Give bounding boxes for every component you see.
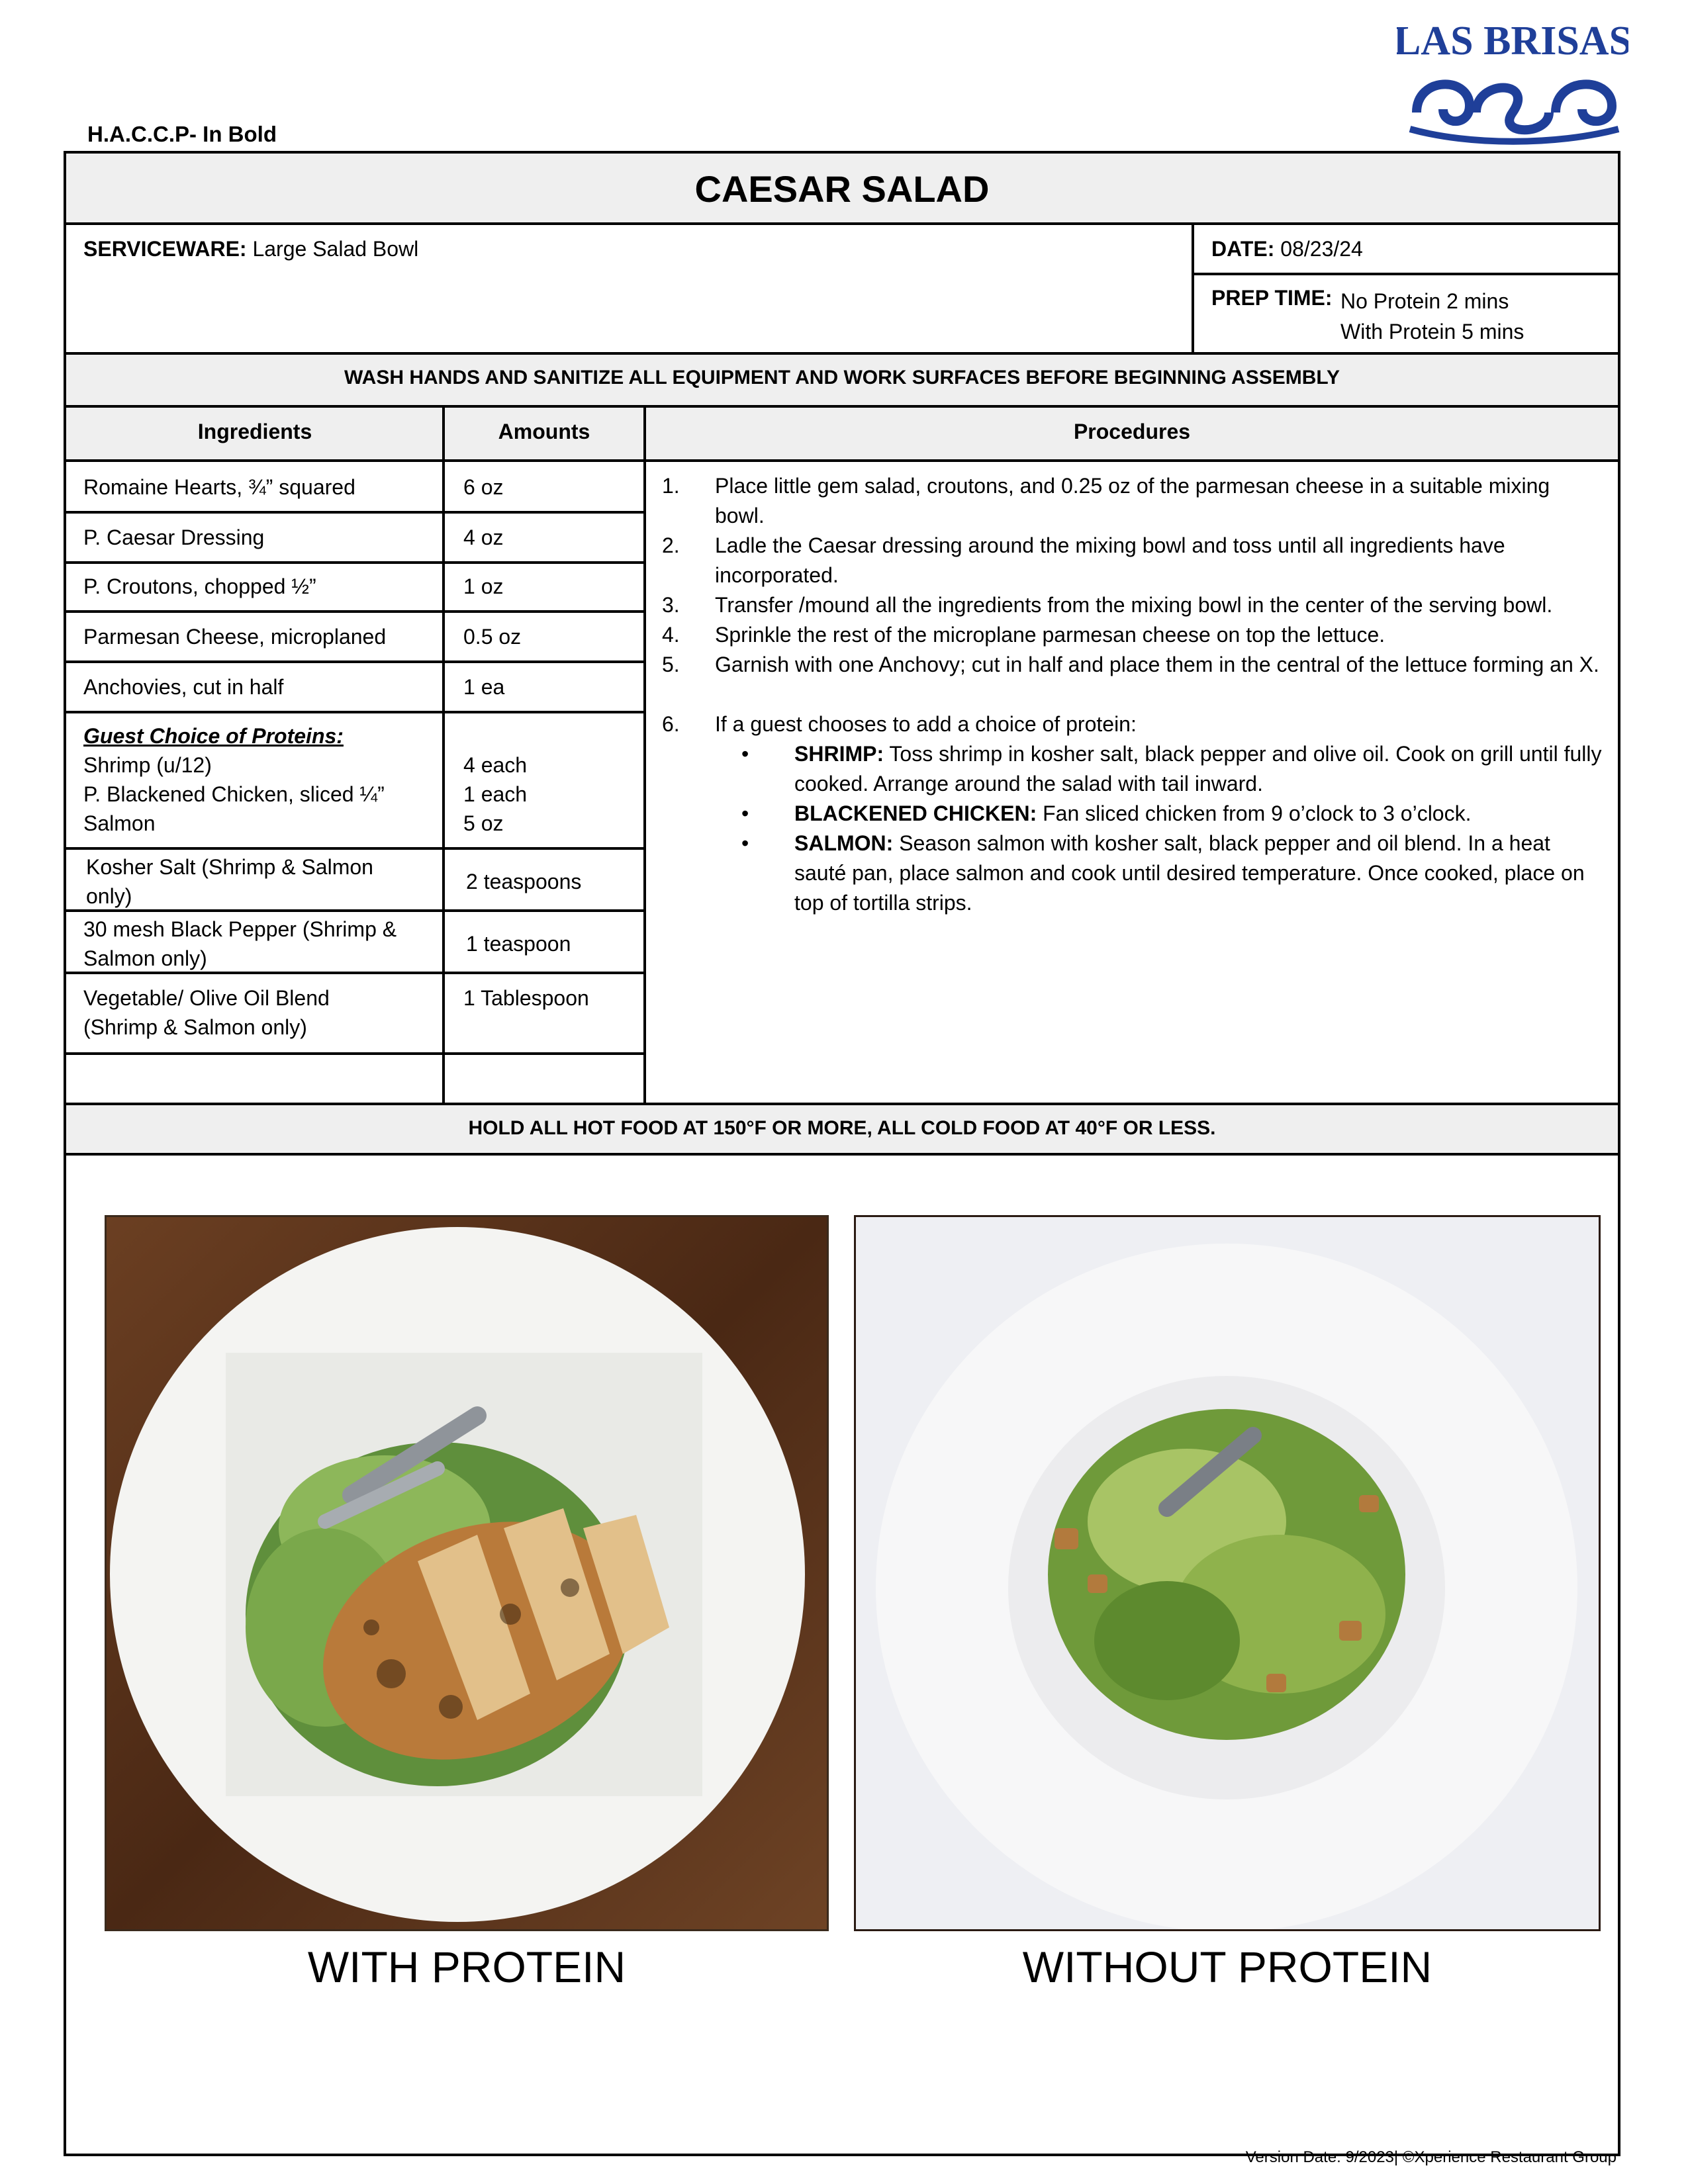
las-brisas-logo — [1397, 13, 1628, 146]
ingredient-name: P. Caesar Dressing — [83, 525, 265, 549]
extra-ingredient-amount: 1 teaspoon — [466, 932, 571, 956]
divider — [1192, 222, 1194, 353]
procedure-step: 1. Place little gem salad, croutons, and 0.25 oz of the parmesan cheese in a suitable mixing bowl. — [662, 474, 1550, 527]
procedure-step: 3. Transfer /mound all the ingredients from the mixing bowl in the center of the serving bowl. — [662, 593, 1553, 617]
protein-amounts — [463, 751, 527, 838]
extra-ingredient-amount: 2 teaspoons — [466, 870, 582, 893]
divider — [442, 405, 445, 1104]
divider — [64, 561, 645, 564]
ingredient-name: P. Croutons, chopped ½” — [83, 574, 316, 598]
extra-ingredient-name — [83, 915, 397, 973]
procedures-list — [662, 471, 1602, 918]
wash-banner: WASH HANDS AND SANITIZE ALL EQUIPMENT AND WORK SURFACES BEFORE BEGINNING ASSEMBLY — [344, 367, 1340, 388]
extra-line: only) — [86, 884, 132, 908]
divider — [64, 660, 645, 663]
caption-without-protein: WITHOUT PROTEIN — [1022, 1942, 1432, 1991]
prep-time-values — [1340, 286, 1524, 347]
logo-wordmark: LAS BRISAS — [1397, 19, 1628, 64]
divider — [1192, 273, 1620, 275]
procedure-step: 4. Sprinkle the rest of the microplane parmesan cheese on top the lettuce. — [662, 623, 1385, 647]
ingredient-amount: 1 ea — [463, 675, 505, 699]
divider — [64, 847, 645, 850]
protein-instruction: • SHRIMP: Toss shrimp in kosher salt, black pepper and olive oil. Cook on grill until fully cooked. Arrange around the salad with tail inward. — [741, 742, 1602, 796]
procedures-header: Procedures — [1073, 420, 1191, 443]
haccp-note: H.A.C.C.P- In Bold — [87, 122, 277, 146]
extra-line: Vegetable/ Olive Oil Blend — [83, 986, 330, 1010]
extra-ingredient-amount: 1 Tablespoon — [463, 986, 589, 1010]
ingredient-name: Parmesan Cheese, microplaned — [83, 625, 387, 649]
procedure-step: 2. Ladle the Caesar dressing around the mixing bowl and toss until all ingredients have incorporated. — [662, 533, 1505, 587]
proteins-block — [83, 721, 385, 838]
version-footer: Version Date: 9/2023| ©Xperience Restaurant Group — [1245, 2148, 1617, 2166]
hold-banner: HOLD ALL HOT FOOD AT 150°F OR MORE, ALL COLD FOOD AT 40°F OR LESS. — [468, 1117, 1216, 1139]
procedure-step: 5. Garnish with one Anchovy; cut in half and place them in the central of the lettuce forming an X. — [662, 653, 1599, 676]
ingredient-amount: 0.5 oz — [463, 625, 522, 649]
date-field — [1211, 237, 1363, 261]
serviceware-value: Large Salad Bowl — [252, 237, 419, 261]
divider — [64, 610, 645, 613]
divider — [643, 405, 646, 1104]
divider — [64, 1052, 645, 1055]
ingredient-amount: 1 oz — [463, 574, 504, 598]
ingredient-amount: 4 oz — [463, 525, 504, 549]
prep-time-label: PREP TIME: — [1211, 286, 1333, 310]
protein-name: P. Blackened Chicken, sliced ¼” — [83, 782, 385, 806]
photo-without-protein — [854, 1215, 1601, 1931]
ingredient-name: Anchovies, cut in half — [83, 675, 284, 699]
date-value: 08/23/24 — [1280, 237, 1363, 261]
divider — [64, 511, 645, 514]
extra-line: 30 mesh Black Pepper (Shrimp & — [83, 917, 397, 941]
ingredient-name: Romaine Hearts, ¾” squared — [83, 475, 355, 499]
protein-instruction: • SALMON: Season salmon with kosher salt, black pepper and oil blend. In a heat sauté pan, place salmon and cook until desired temperature. Once cooked, place on top of tortilla strips. — [741, 831, 1585, 915]
protein-amount: 1 each — [463, 782, 528, 806]
protein-name: Shrimp (u/12) — [83, 753, 212, 777]
amounts-header: Amounts — [498, 420, 590, 443]
spacer — [662, 680, 1602, 709]
protein-amount: 5 oz — [463, 811, 504, 835]
protein-name: Salmon — [83, 811, 156, 835]
procedure-step: 6. If a guest chooses to add a choice of protein: — [662, 712, 1137, 736]
caption-with-protein: WITH PROTEIN — [307, 1942, 626, 1991]
photo-with-protein — [105, 1215, 829, 1931]
prep-no-protein: No Protein 2 mins — [1340, 289, 1509, 313]
extra-line: (Shrimp & Salmon only) — [83, 1015, 307, 1039]
proteins-heading: Guest Choice of Proteins: — [83, 724, 344, 748]
ingredient-amount: 6 oz — [463, 475, 504, 499]
ingredients-header: Ingredients — [197, 420, 312, 443]
date-label: DATE: — [1211, 237, 1275, 261]
extra-ingredient-name — [83, 983, 330, 1042]
divider — [64, 1153, 1620, 1156]
extra-line: Salmon only) — [83, 946, 207, 970]
prep-with-protein: With Protein 5 mins — [1340, 320, 1524, 343]
divider — [64, 459, 1620, 462]
extra-line: Kosher Salt (Shrimp & Salmon — [86, 855, 373, 879]
divider — [64, 711, 645, 713]
serviceware-label: SERVICEWARE: — [83, 237, 247, 261]
extra-ingredient-name — [86, 852, 373, 911]
protein-amount: 4 each — [463, 753, 528, 777]
divider — [64, 222, 1620, 225]
protein-instruction: • BLACKENED CHICKEN: Fan sliced chicken from 9 o’clock to 3 o’clock. — [741, 801, 1472, 825]
serviceware-field — [83, 237, 418, 261]
recipe-title: CAESAR SALAD — [694, 167, 990, 210]
